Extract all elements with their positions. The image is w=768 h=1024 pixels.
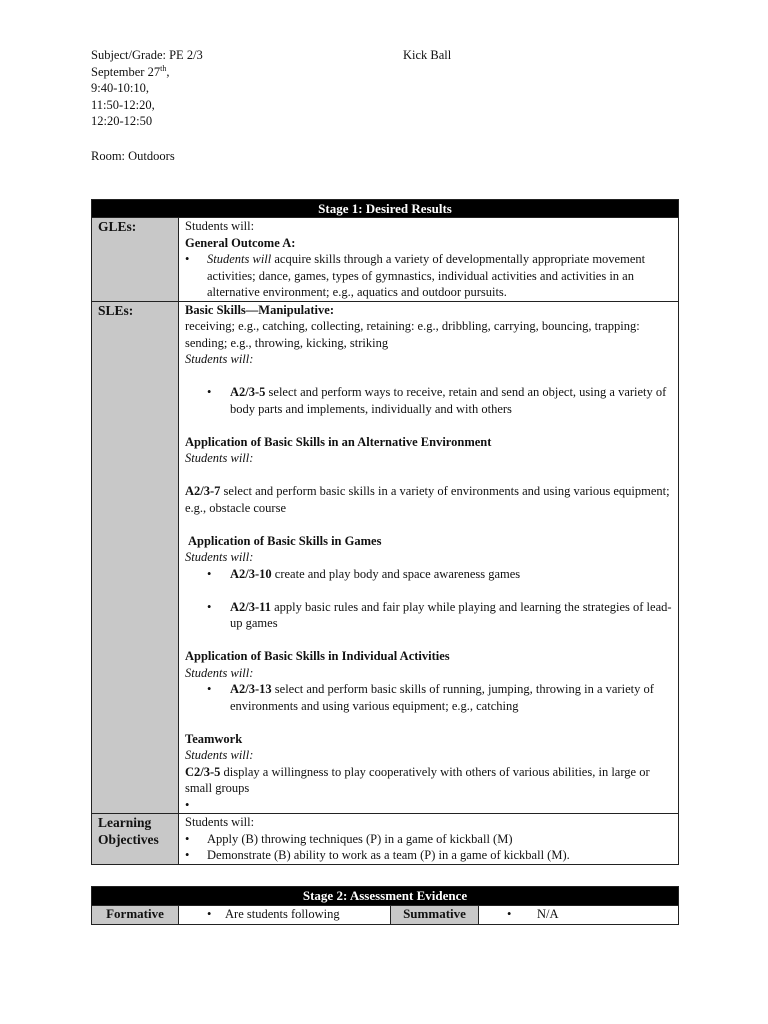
lesson-header (91, 47, 691, 130)
objective-item: • Demonstrate (B) ability to work as a team (P) in a game of kickball (M). (185, 847, 672, 864)
time-slot: 11:50-12:20, (91, 97, 155, 112)
room: Room: Outdoors (91, 149, 175, 163)
gles-intro: Students will: (185, 219, 255, 233)
objective-item: • Apply (B) throwing techniques (P) in a game of kickball (M) (185, 831, 672, 848)
subject-grade: Subject/Grade: PE 2/3 (91, 48, 203, 62)
objectives-intro: Students will: (185, 815, 255, 829)
gles-bullet: • Students will acquire skills through a variety of developmentally appropriate movement activities; dance, games, types of gymnastics, individual activities and activities in an alternative environment; e.g., aquatics and outdoor pursuits. (185, 251, 672, 301)
students-will: Students will: (185, 665, 254, 680)
objectives-content (179, 814, 679, 865)
outcome-a2-3-10: • A2/3-10 create and play body and space awareness games (185, 566, 672, 583)
general-outcome: General Outcome A: (185, 235, 296, 250)
gles-label: GLEs: (92, 218, 179, 302)
summative-label: Summative (391, 906, 479, 925)
gles-row (92, 218, 679, 302)
outcome-a2-3-11: • A2/3-11 apply basic rules and fair play while playing and learning the strategies of lead-up games (185, 599, 672, 632)
sles-label: SLEs: (92, 301, 179, 814)
lesson-title: Kick Ball (403, 48, 452, 62)
formative-label: Formative (92, 906, 179, 925)
time-slot: 9:40-10:10, (91, 81, 149, 95)
assessment-row (92, 906, 679, 925)
basic-skills-heading: Basic Skills—Manipulative: (185, 302, 334, 317)
individual-heading: Application of Basic Skills in Individual Activities (185, 649, 450, 663)
students-will: Students will: (185, 451, 254, 465)
stage2-table (91, 886, 679, 925)
students-will: Students will: (185, 550, 254, 564)
alt-env-heading: Application of Basic Skills in an Alternative Environment (185, 434, 492, 449)
objectives-label: Learning Objectives (92, 814, 179, 865)
formative-content: • Are students following (179, 906, 391, 925)
outcome-a2-3-5: • A2/3-5 select and perform ways to receive, retain and send an object, using a variety of body parts and implements, individually and with others (185, 384, 672, 417)
outcome-a2-3-7: A2/3-7 select and perform basic skills in a variety of environments and using various equipment; e.g., obstacle course (185, 484, 670, 515)
gles-content (179, 218, 679, 302)
stage1-table (91, 199, 679, 865)
students-will: Students will: (185, 352, 254, 366)
sles-row (92, 301, 679, 814)
games-heading: Application of Basic Skills in Games (188, 533, 382, 548)
empty-bullet: • (185, 797, 190, 812)
objectives-row (92, 814, 679, 865)
students-will: Students will: (185, 748, 254, 762)
time-slot: 12:20-12:50 (91, 114, 153, 128)
basic-skills-text: receiving; e.g., catching, collecting, retaining: e.g., dribbling, carrying, bouncing, trapping: sending; e.g., throwing, kicking, striking (185, 319, 640, 350)
outcome-a2-3-13: • A2/3-13 select and perform basic skills of running, jumping, throwing in a variety of environments and using various equipment; e.g., catching (185, 681, 672, 714)
teamwork-heading: Teamwork (185, 731, 243, 746)
lesson-date: September 27th, (91, 63, 170, 79)
stage2-title: Stage 2: Assessment Evidence (92, 887, 679, 906)
outcome-c2-3-5: C2/3-5 display a willingness to play cooperatively with others of various abilities, in large or small groups (185, 764, 650, 795)
sles-content (179, 301, 679, 814)
summative-content: • N/A (479, 906, 679, 925)
stage1-title: Stage 1: Desired Results (92, 200, 679, 218)
